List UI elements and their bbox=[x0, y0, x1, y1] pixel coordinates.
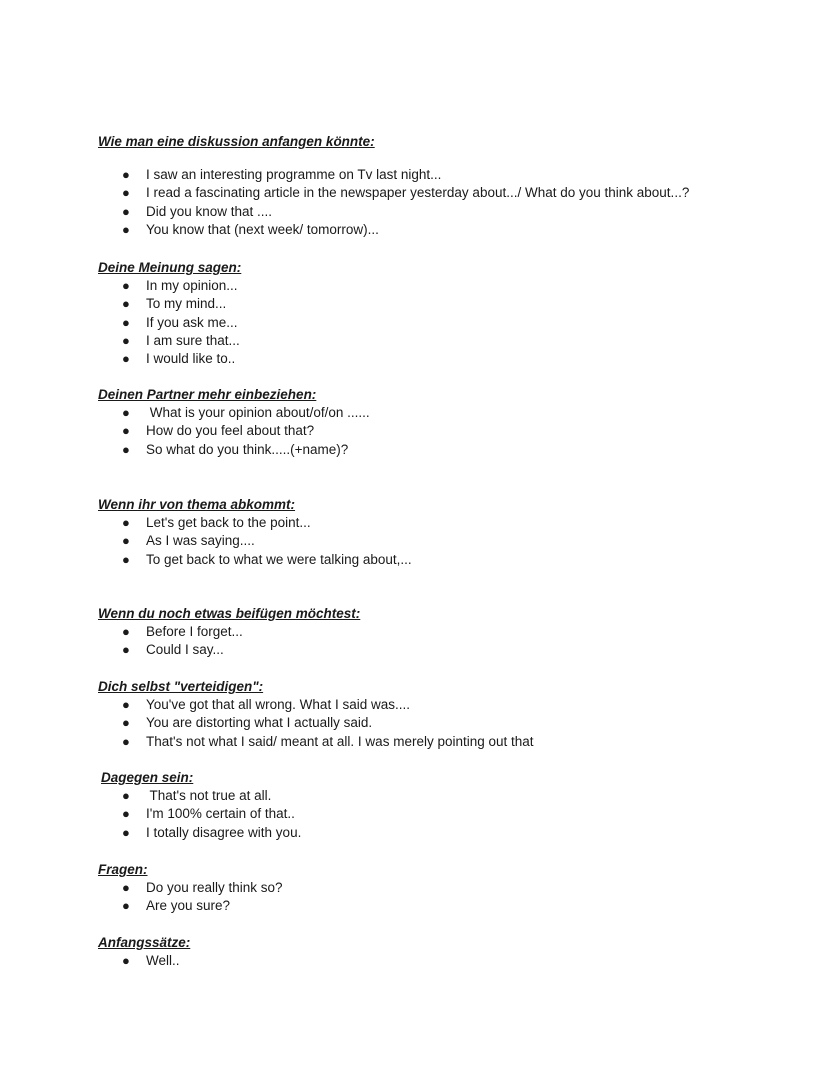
list-item: ● I'm 100% certain of that.. bbox=[98, 805, 758, 823]
list-item: ● Are you sure? bbox=[98, 897, 758, 915]
list-item: ● I saw an interesting programme on Tv last night... bbox=[98, 166, 758, 184]
bullet-icon: ● bbox=[122, 515, 130, 530]
list-item: ● That's not what I said/ meant at all. I was merely pointing out that bbox=[98, 733, 758, 751]
bullet-icon: ● bbox=[122, 697, 130, 712]
section-start-discussion bbox=[98, 133, 758, 239]
bullet-icon: ● bbox=[122, 405, 130, 420]
bullet-icon: ● bbox=[122, 423, 130, 439]
section-opening-sentences bbox=[98, 934, 758, 970]
phrase-list bbox=[98, 277, 758, 368]
section-defend-yourself bbox=[98, 678, 758, 751]
list-item: ● What is your opinion about/of/on ...... bbox=[98, 404, 758, 422]
list-item: ● You've got that all wrong. What I said was.... bbox=[98, 696, 758, 714]
section-heading: Wenn du noch etwas beifügen möchtest: bbox=[98, 606, 361, 621]
list-item: ● Do you really think so? bbox=[98, 879, 758, 897]
list-item: ● Could I say... bbox=[98, 641, 758, 659]
section-involve-partner bbox=[98, 386, 758, 459]
bullet-icon: ● bbox=[122, 185, 130, 201]
bullet-icon: ● bbox=[122, 898, 130, 914]
list-item: ● You know that (next week/ tomorrow)... bbox=[98, 221, 758, 239]
section-questions bbox=[98, 861, 758, 916]
bullet-icon: ● bbox=[122, 551, 130, 567]
bullet-icon: ● bbox=[122, 351, 130, 367]
bullet-icon: ● bbox=[122, 642, 130, 658]
bullet-icon: ● bbox=[122, 824, 130, 840]
list-item: ● To get back to what we were talking about,... bbox=[98, 551, 758, 569]
list-item: ● Well.. bbox=[98, 952, 758, 970]
bullet-icon: ● bbox=[122, 314, 130, 330]
bullet-icon: ● bbox=[122, 953, 130, 968]
list-item: ● Let's get back to the point... bbox=[98, 514, 758, 532]
section-heading: Deinen Partner mehr einbeziehen: bbox=[98, 387, 317, 402]
bullet-icon: ● bbox=[122, 880, 130, 895]
bullet-icon: ● bbox=[122, 296, 130, 312]
list-item: ● I would like to.. bbox=[98, 350, 758, 368]
phrase-list bbox=[98, 514, 758, 569]
bullet-icon: ● bbox=[122, 203, 130, 219]
list-item: ● As I was saying.... bbox=[98, 532, 758, 550]
list-item: ● How do you feel about that? bbox=[98, 422, 758, 440]
section-heading: Anfangssätze: bbox=[98, 935, 191, 950]
section-give-opinion bbox=[98, 259, 758, 368]
bullet-icon: ● bbox=[122, 788, 130, 803]
list-item: ● I am sure that... bbox=[98, 332, 758, 350]
phrase-list bbox=[98, 166, 758, 239]
section-heading: Dagegen sein: bbox=[101, 770, 194, 785]
section-heading: Deine Meinung sagen: bbox=[98, 260, 242, 275]
list-item: ● In my opinion... bbox=[98, 277, 758, 295]
list-item: ● So what do you think.....(+name)? bbox=[98, 441, 758, 459]
list-item: ● I read a fascinating article in the newspaper yesterday about.../ What do you think about...? bbox=[98, 184, 758, 202]
list-item: ● Did you know that .... bbox=[98, 203, 758, 221]
bullet-icon: ● bbox=[122, 167, 130, 182]
phrase-list bbox=[98, 623, 758, 660]
bullet-icon: ● bbox=[122, 624, 130, 639]
bullet-icon: ● bbox=[122, 221, 130, 237]
phrase-list bbox=[98, 952, 758, 970]
phrase-list bbox=[98, 404, 758, 459]
phrase-list bbox=[98, 696, 758, 751]
list-item: ● If you ask me... bbox=[98, 314, 758, 332]
list-item: ● You are distorting what I actually said. bbox=[98, 714, 758, 732]
bullet-icon: ● bbox=[122, 278, 130, 293]
bullet-icon: ● bbox=[122, 441, 130, 457]
section-off-topic bbox=[98, 496, 758, 569]
bullet-icon: ● bbox=[122, 332, 130, 348]
section-heading: Fragen: bbox=[98, 862, 148, 877]
bullet-icon: ● bbox=[122, 715, 130, 731]
phrase-list bbox=[98, 879, 758, 916]
list-item: ● That's not true at all. bbox=[98, 787, 758, 805]
bullet-icon: ● bbox=[122, 533, 130, 549]
section-heading: Wie man eine diskussion anfangen könnte: bbox=[98, 134, 375, 149]
bullet-icon: ● bbox=[122, 733, 130, 749]
list-item: ● Before I forget... bbox=[98, 623, 758, 641]
section-disagree bbox=[98, 769, 758, 842]
section-heading: Dich selbst "verteidigen": bbox=[98, 679, 264, 694]
section-add-something bbox=[98, 605, 758, 660]
bullet-icon: ● bbox=[122, 806, 130, 822]
section-heading: Wenn ihr von thema abkommt: bbox=[98, 497, 296, 512]
list-item: ● To my mind... bbox=[98, 295, 758, 313]
list-item: ● I totally disagree with you. bbox=[98, 824, 758, 842]
phrase-list bbox=[98, 787, 758, 842]
